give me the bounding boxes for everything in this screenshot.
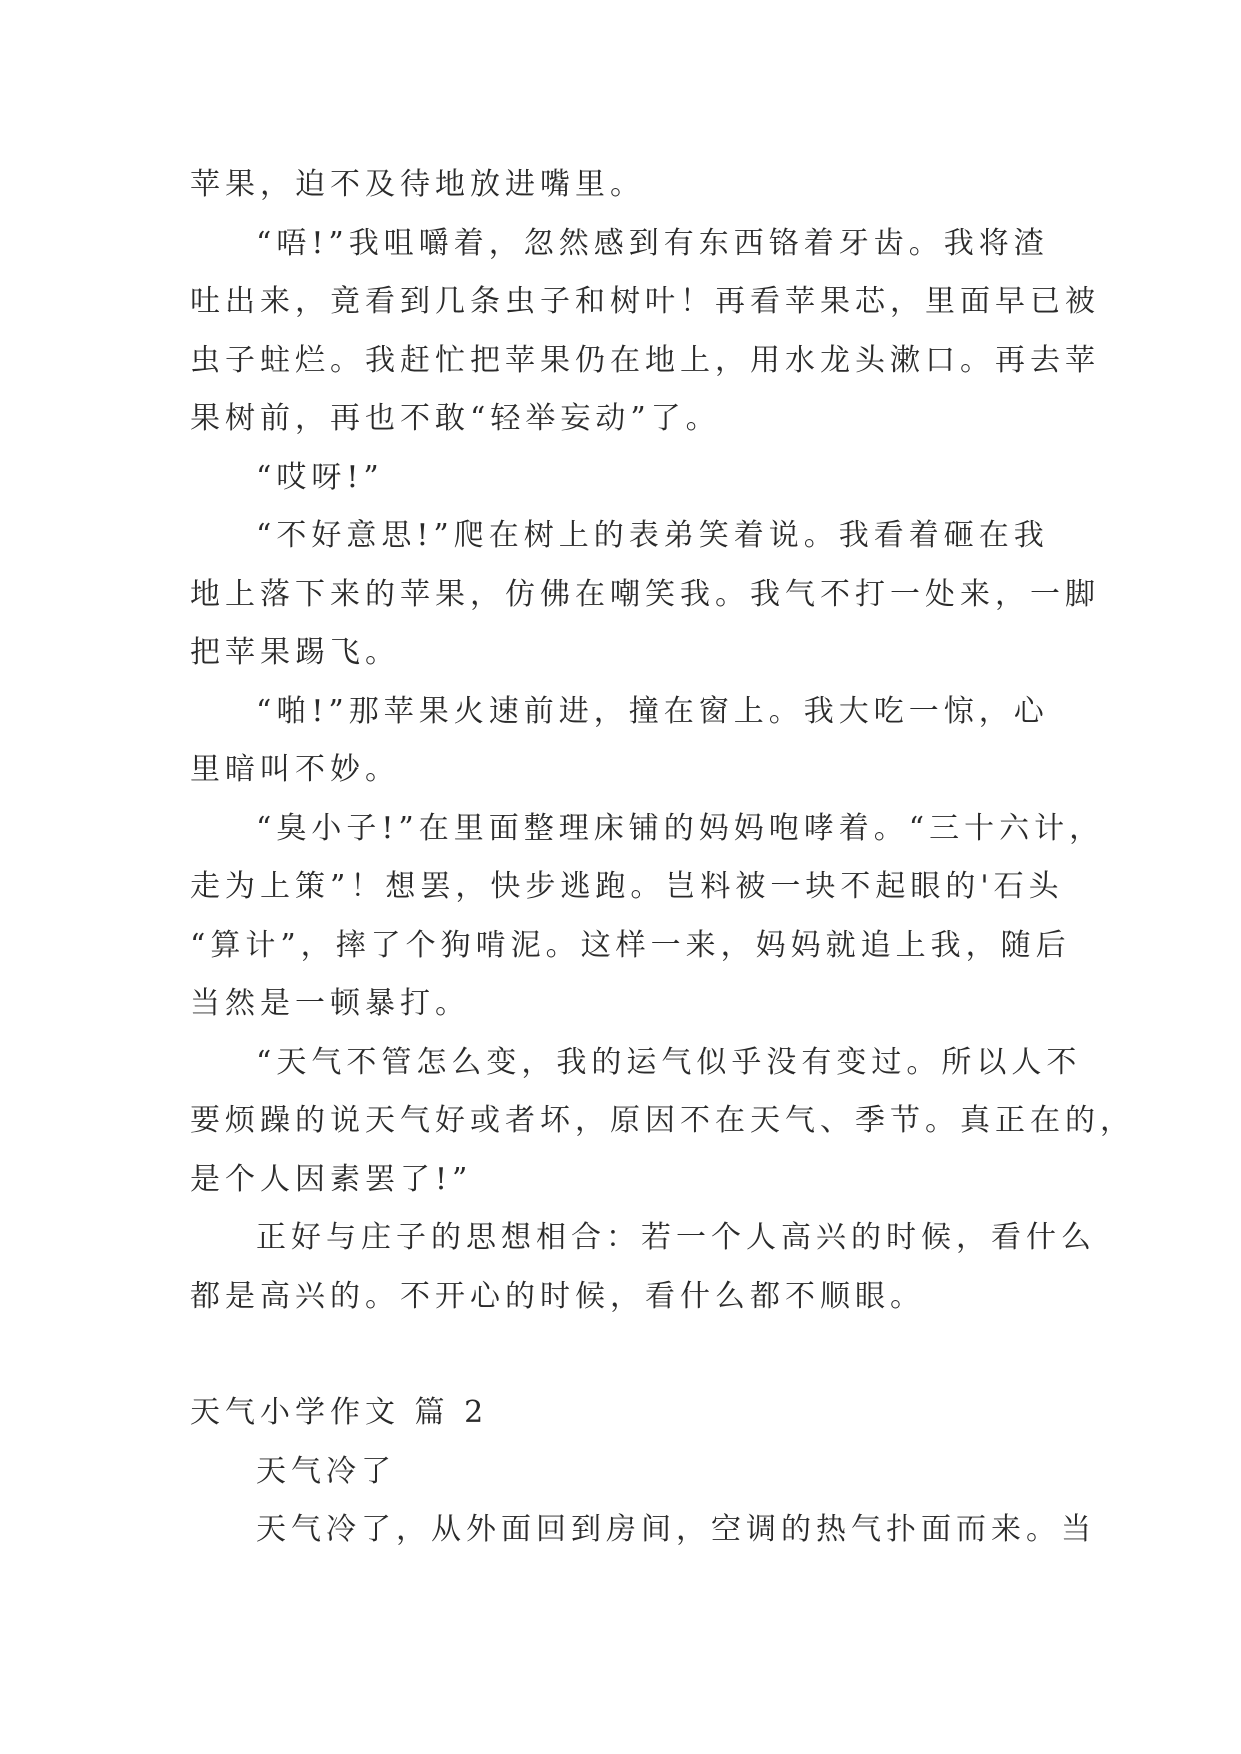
paragraph-line: 正好与庄子的思想相合：若一个人高兴的时候，看什么 bbox=[256, 1220, 1096, 1255]
paragraph-line: 都是高兴的。不开心的时候，看什么都不顺眼。 bbox=[190, 1278, 925, 1314]
paragraph-line: 是个人因素罢了!” bbox=[190, 1161, 473, 1197]
paragraph-line: 走为上策”！想罢，快步逃跑。岂料被一块不起眼的'石头 bbox=[190, 869, 1064, 904]
paragraph-line: 天气冷了，从外面回到房间，空调的热气扑面而来。当 bbox=[256, 1512, 1096, 1547]
paragraph-line: 要烦躁的说天气好或者坏，原因不在天气、季节。真正在的， bbox=[190, 1103, 1135, 1138]
paragraph-line: “唔!”我咀嚼着，忽然感到有东西铬着牙齿。我将渣 bbox=[256, 225, 1049, 261]
paragraph-line: “天气不管怎么变，我的运气似乎没有变过。所以人不 bbox=[256, 1044, 1082, 1080]
paragraph-line: 把苹果踢飞。 bbox=[190, 635, 400, 670]
paragraph-line: “算计”，摔了个狗啃泥。这样一来，妈妈就追上我，随后 bbox=[190, 927, 1071, 963]
paragraph-line: 吐出来，竟看到几条虫子和树叶！再看苹果芯，里面早已被 bbox=[190, 284, 1100, 319]
paragraph-line: 虫子蛀烂。我赶忙把苹果仍在地上，用水龙头漱口。再去苹 bbox=[190, 342, 1100, 378]
paragraph-line: 地上落下来的苹果，仿佛在嘲笑我。我气不打一处来，一脚 bbox=[190, 576, 1100, 612]
paragraph-line: 果树前，再也不敢“轻举妄动”了。 bbox=[190, 401, 721, 436]
paragraph-line: 苹果，迫不及待地放进嘴里。 bbox=[190, 167, 645, 202]
section-heading: 天气小学作文 篇 2 bbox=[190, 1395, 489, 1430]
paragraph-line: 里暗叫不妙。 bbox=[190, 752, 400, 787]
section-gap bbox=[190, 1326, 1058, 1384]
paragraph-line: “啪!”那苹果火速前进，撞在窗上。我大吃一惊，心 bbox=[256, 693, 1049, 729]
essay-body bbox=[190, 156, 1135, 1560]
paragraph-line: “哎呀!” bbox=[256, 459, 384, 495]
paragraph-line: “臭小子!”在里面整理床铺的妈妈咆哮着。“三十六计， bbox=[256, 810, 1105, 846]
paragraph-line: 当然是一顿暴打。 bbox=[190, 986, 470, 1021]
paragraph-line: “不好意思!”爬在树上的表弟笑着说。我看着砸在我 bbox=[256, 518, 1049, 553]
essay-title: 天气冷了 bbox=[256, 1453, 396, 1489]
